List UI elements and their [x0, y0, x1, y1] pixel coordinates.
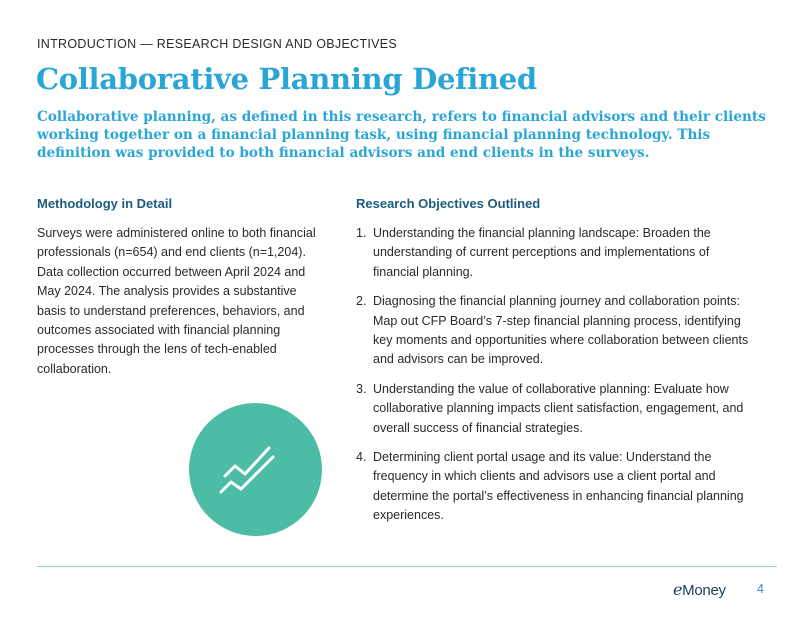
list-item: [356, 224, 756, 282]
emoney-logo: [673, 580, 726, 599]
list-item: [356, 380, 756, 438]
list-item-number: 2.: [356, 294, 367, 309]
footer-divider: [37, 566, 777, 567]
list-item: [356, 448, 756, 526]
page-subtitle: Collaborative planning, as defined in this research, refers to financial advisors and their clients working together on a financial planning task, using financial planning technology. This definition was provided to both financial advisors and end clients in the surveys.: [37, 109, 766, 161]
methodology-heading: Methodology in Detail: [37, 196, 173, 211]
trend-illustration: [189, 403, 322, 536]
list-item-text: Diagnosing the financial planning journey and collaboration points: Map out CFP Board’s 7-step financial planning process, identifying key moments and opportunities where collaboration between clients and advisors can be improved.: [373, 294, 749, 367]
objectives-list: [356, 224, 756, 536]
page-number: 4: [757, 582, 764, 596]
trend-lines-icon: [189, 403, 322, 536]
list-item: [356, 292, 756, 370]
page-title: Collaborative Planning Defined: [36, 62, 537, 96]
list-item-text: Determining client portal usage and its value: Understand the frequency in which clients and advisors use a client portal and determine the portal’s effectiveness in enhancing financial planning experiences.: [373, 450, 744, 523]
objectives-heading: Research Objectives Outlined: [356, 196, 541, 211]
list-item-number: 4.: [356, 450, 367, 465]
list-item-text: Understanding the financial planning landscape: Broaden the understanding of current perceptions and implementations of financial planning.: [373, 226, 711, 279]
logo-wordmark: Money: [682, 582, 726, 599]
methodology-body: Surveys were administered online to both financial professionals (n=654) and end clients (n=1,204). Data collection occurred between April 2024 and May 2024. The analysis provides a substantive basis to understand preferences, behaviors, and outcomes associated with financial planning processes through the lens of tech-enabled collaboration.: [37, 226, 316, 376]
list-item-text: Understanding the value of collaborative planning: Evaluate how collaborative planning impacts client satisfaction, engagement, and overall success of financial strategies.: [373, 381, 744, 435]
eyebrow-label: INTRODUCTION — RESEARCH DESIGN AND OBJECTIVES: [37, 37, 398, 51]
list-item-number: 3.: [356, 381, 367, 396]
list-item-number: 1.: [356, 226, 367, 240]
logo-e: e: [673, 580, 683, 599]
